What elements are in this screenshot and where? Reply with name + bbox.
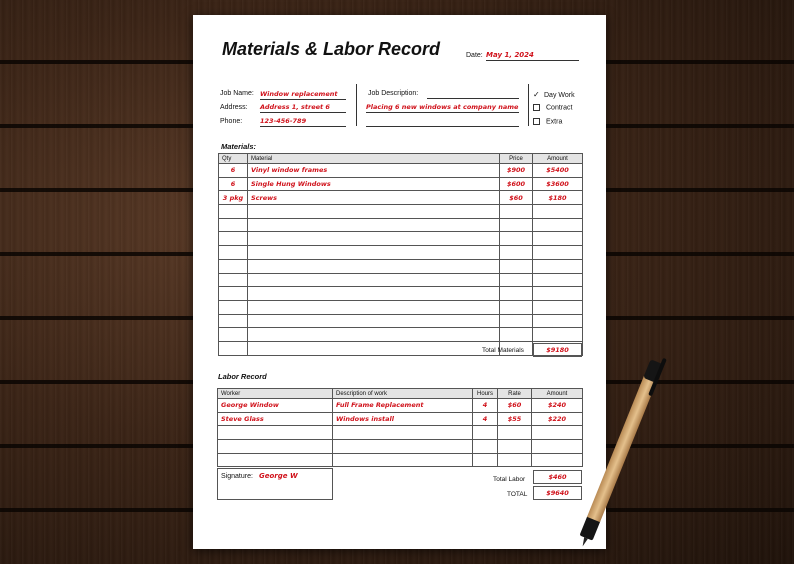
column-header: Qty: [219, 154, 248, 164]
materials-table: [218, 153, 583, 356]
table-row[interactable]: [219, 259, 583, 273]
cell-worker[interactable]: [218, 440, 333, 454]
signature-value: George W: [259, 472, 298, 480]
labor-header-row: [218, 389, 583, 399]
job-description-label: Job Description:: [368, 90, 419, 97]
phone-label: Phone:: [220, 118, 243, 125]
cell-hours[interactable]: 4: [473, 412, 498, 426]
cell-amount[interactable]: [533, 314, 583, 328]
cell-worker[interactable]: [218, 426, 333, 440]
cell-qty[interactable]: [219, 314, 248, 328]
table-row[interactable]: [219, 300, 583, 314]
cell-price[interactable]: [500, 328, 533, 342]
cell-rate[interactable]: [498, 453, 532, 467]
cell-amount[interactable]: [533, 273, 583, 287]
column-header: Description of work: [333, 389, 473, 399]
cell-rate[interactable]: $55: [498, 412, 532, 426]
cell-price[interactable]: [500, 300, 533, 314]
cell-description[interactable]: Full Frame Replacement: [333, 399, 473, 413]
total-labor-value: $460: [533, 470, 582, 484]
cell-qty[interactable]: [219, 328, 248, 342]
table-row[interactable]: [219, 164, 583, 178]
cell-price[interactable]: $900: [500, 164, 533, 178]
cell-amount[interactable]: [532, 453, 583, 467]
cell-material[interactable]: [248, 205, 500, 219]
cell-amount[interactable]: $240: [532, 399, 583, 413]
cell-amount[interactable]: [533, 205, 583, 219]
labor-table: [217, 388, 583, 467]
cell-rate[interactable]: $60: [498, 399, 532, 413]
cell-price[interactable]: [500, 232, 533, 246]
column-header: Material: [248, 154, 500, 164]
column-header: Rate: [498, 389, 532, 399]
cell-qty[interactable]: [219, 287, 248, 301]
table-row[interactable]: [218, 453, 583, 467]
cell-amount[interactable]: [533, 300, 583, 314]
cell-qty[interactable]: [219, 232, 248, 246]
cell-material[interactable]: [248, 314, 500, 328]
cell-price[interactable]: $60: [500, 191, 533, 205]
table-row[interactable]: [218, 399, 583, 413]
table-row[interactable]: [219, 205, 583, 219]
cell-description[interactable]: [333, 453, 473, 467]
cell-amount[interactable]: $220: [532, 412, 583, 426]
cell-price[interactable]: [500, 218, 533, 232]
cell-material[interactable]: [248, 273, 500, 287]
cell-qty[interactable]: 3 pkg: [219, 191, 248, 205]
total-labor-label: Total Labor: [493, 476, 526, 483]
table-row[interactable]: [219, 273, 583, 287]
checkbox-icon: [533, 104, 540, 111]
table-row[interactable]: [219, 246, 583, 260]
date-field[interactable]: May 1, 2024: [486, 51, 579, 61]
table-row[interactable]: [219, 191, 583, 205]
total-materials-value: $9180: [533, 343, 582, 357]
cell-amount[interactable]: [533, 246, 583, 260]
cell-worker[interactable]: Steve Glass: [218, 412, 333, 426]
cell-hours[interactable]: [473, 440, 498, 454]
cell-amount[interactable]: [533, 218, 583, 232]
labor-heading: Labor Record: [218, 372, 267, 381]
cell-price[interactable]: [500, 314, 533, 328]
cell-amount[interactable]: [533, 287, 583, 301]
job-name-field[interactable]: Window replacement: [260, 90, 346, 100]
materials-header-row: [219, 154, 583, 164]
grand-total-label: TOTAL: [507, 491, 528, 498]
day-work-option[interactable]: ✓ Day Work: [533, 90, 575, 99]
cell-material[interactable]: [248, 341, 500, 355]
date-label: Date:: [466, 52, 483, 59]
address-label: Address:: [220, 104, 248, 111]
column-header: Amount: [532, 389, 583, 399]
page-title: Materials & Labor Record: [222, 39, 441, 59]
table-row[interactable]: [219, 314, 583, 328]
cell-price[interactable]: $600: [500, 177, 533, 191]
cell-qty[interactable]: [219, 300, 248, 314]
cell-amount[interactable]: $5400: [533, 164, 583, 178]
cell-material[interactable]: [248, 218, 500, 232]
cell-material[interactable]: [248, 300, 500, 314]
cell-amount[interactable]: $3600: [533, 177, 583, 191]
cell-amount[interactable]: [533, 259, 583, 273]
cell-qty[interactable]: [219, 273, 248, 287]
record-sheet: [193, 15, 606, 549]
cell-amount[interactable]: [532, 440, 583, 454]
cell-hours[interactable]: [473, 453, 498, 467]
table-row[interactable]: [219, 287, 583, 301]
address-field[interactable]: Address 1, street 6: [260, 103, 346, 113]
job-name-label: Job Name:: [220, 90, 254, 97]
table-row[interactable]: [219, 341, 583, 355]
cell-qty[interactable]: [219, 259, 248, 273]
checkmark-icon: ✓: [533, 90, 540, 99]
column-header: Amount: [533, 154, 583, 164]
cell-material[interactable]: [248, 246, 500, 260]
divider: [356, 84, 357, 126]
table-row[interactable]: [218, 426, 583, 440]
cell-worker[interactable]: George Window: [218, 399, 333, 413]
checkbox-icon: [533, 118, 540, 125]
cell-rate[interactable]: [498, 440, 532, 454]
total-materials-label: Total Materials: [482, 347, 524, 354]
cell-qty[interactable]: [219, 246, 248, 260]
cell-hours[interactable]: [473, 426, 498, 440]
cell-price[interactable]: [500, 287, 533, 301]
table-row[interactable]: [219, 328, 583, 342]
cell-material[interactable]: Vinyl window frames: [248, 164, 500, 178]
cell-price[interactable]: [500, 259, 533, 273]
phone-field[interactable]: 123-456-789: [260, 117, 346, 127]
grand-total-value: $9640: [533, 486, 582, 500]
cell-qty[interactable]: [219, 341, 248, 355]
materials-heading: Materials:: [221, 142, 257, 151]
divider: [528, 84, 529, 126]
cell-price[interactable]: [500, 246, 533, 260]
cell-qty[interactable]: [219, 218, 248, 232]
cell-amount[interactable]: [532, 426, 583, 440]
job-description-line: [427, 90, 519, 99]
cell-price[interactable]: [500, 273, 533, 287]
cell-qty[interactable]: 6: [219, 164, 248, 178]
signature-label: Signature:: [221, 473, 253, 480]
cell-description[interactable]: [333, 440, 473, 454]
cell-qty[interactable]: [219, 205, 248, 219]
cell-material[interactable]: [248, 328, 500, 342]
job-description-line-2: [366, 118, 519, 127]
cell-material[interactable]: Screws: [248, 191, 500, 205]
column-header: Worker: [218, 389, 333, 399]
cell-description[interactable]: [333, 426, 473, 440]
cell-qty[interactable]: 6: [219, 177, 248, 191]
extra-option[interactable]: Extra: [533, 118, 562, 125]
cell-material[interactable]: [248, 259, 500, 273]
cell-price[interactable]: [500, 205, 533, 219]
cell-material[interactable]: [248, 287, 500, 301]
column-header: Hours: [473, 389, 498, 399]
cell-amount[interactable]: $180: [533, 191, 583, 205]
cell-description[interactable]: Windows install: [333, 412, 473, 426]
cell-rate[interactable]: [498, 426, 532, 440]
table-row[interactable]: [219, 232, 583, 246]
cell-material[interactable]: Single Hung Windows: [248, 177, 500, 191]
table-row[interactable]: [219, 218, 583, 232]
job-description-field[interactable]: Placing 6 new windows at company name: [366, 103, 519, 111]
contract-option[interactable]: Contract: [533, 104, 572, 111]
table-row[interactable]: [218, 412, 583, 426]
cell-material[interactable]: [248, 232, 500, 246]
column-header: Price: [500, 154, 533, 164]
cell-hours[interactable]: 4: [473, 399, 498, 413]
table-row[interactable]: [219, 177, 583, 191]
cell-worker[interactable]: [218, 453, 333, 467]
table-row[interactable]: [218, 440, 583, 454]
cell-amount[interactable]: [533, 328, 583, 342]
cell-amount[interactable]: [533, 232, 583, 246]
